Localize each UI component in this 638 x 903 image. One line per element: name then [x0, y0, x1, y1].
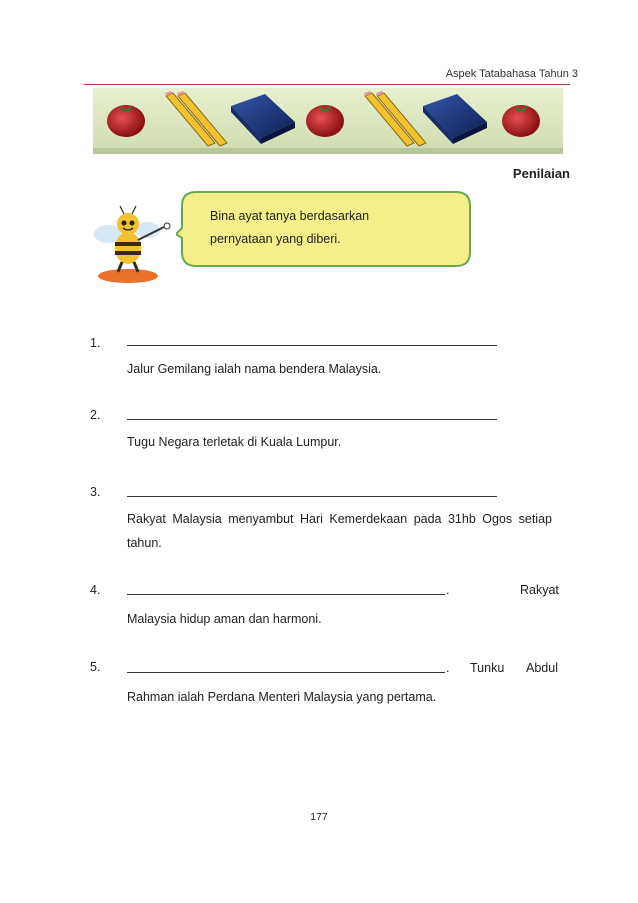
question-statement-start: Tunku	[470, 661, 505, 675]
question-statement: Jalur Gemilang ialah nama bendera Malaysia.	[127, 362, 382, 376]
question-statement-continued: tahun.	[127, 536, 162, 550]
question-number: 2.	[90, 408, 101, 422]
bee-mascot-icon	[88, 196, 183, 286]
answer-line[interactable]	[127, 672, 445, 673]
question-number: 1.	[90, 336, 101, 350]
header-title: Aspek Tatabahasa Tahun 3	[445, 68, 578, 80]
period-mark: .	[446, 661, 450, 675]
period-mark: .	[446, 583, 450, 597]
answer-line[interactable]	[127, 594, 445, 595]
question-statement: Malaysia hidup aman dan harmoni.	[127, 612, 322, 626]
question-number: 4.	[90, 583, 101, 597]
header-rule	[84, 84, 570, 85]
question-number: 5.	[90, 660, 101, 674]
tomato-icon	[107, 105, 145, 137]
instruction-text	[210, 205, 450, 251]
instruction-line-2: pernyataan yang diberi.	[210, 232, 341, 246]
question-number: 3.	[90, 485, 101, 499]
tomato-icon	[306, 105, 344, 137]
instruction-line-1: Bina ayat tanya berdasarkan	[210, 209, 370, 223]
question-statement: Rahman ialah Perdana Menteri Malaysia yang pertama.	[127, 690, 437, 704]
question-statement: Tugu Negara terletak di Kuala Lumpur.	[127, 435, 342, 449]
question-statement: Rakyat Malaysia menyambut Hari Kemerdekaan pada 31hb Ogos setiap	[127, 512, 552, 526]
answer-line[interactable]	[127, 419, 497, 420]
page-number: 177	[310, 811, 328, 823]
question-statement-start: Rakyat	[520, 583, 559, 597]
section-title: Penilaian	[512, 166, 570, 181]
decorative-banner	[93, 88, 563, 154]
question-statement-start: Abdul	[526, 661, 558, 675]
answer-line[interactable]	[127, 496, 497, 497]
tomato-icon	[502, 105, 540, 137]
answer-line[interactable]	[127, 345, 497, 346]
